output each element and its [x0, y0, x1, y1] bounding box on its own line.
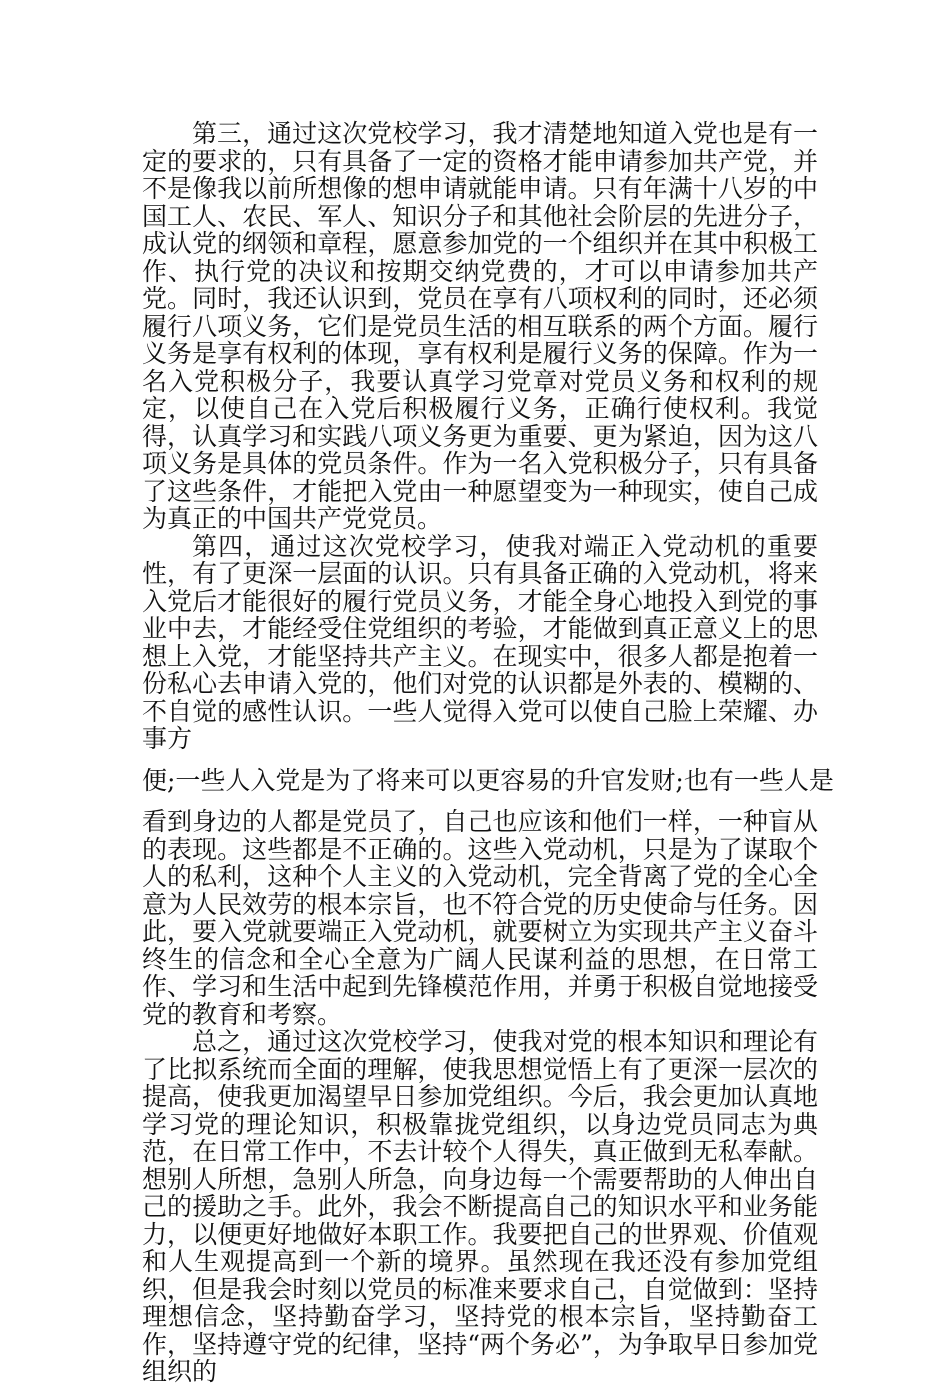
paragraph-fourth-point: 第四，通过这次党校学习，使我对端正入党动机的重要性，有了更深一层面的认识。只有具备正确的入党动机，将来入党后才能很好的履行党员义务，才能全身心地投入到党的事业中去，才能经受住党组织的考验，才能做到真正意义上的思想上入党，才能坚持共产主义。在现实中，很多人都是抱着一份私心去申请入党的，他们对党的认识都是外表的、模糊的、不自觉的感性认识。一些人觉得入党可以使自己脸上荣耀、办事方: [142, 531, 818, 753]
document-body: [142, 119, 834, 1386]
paragraph-fourth-point-continued: 看到身边的人都是党员了，自己也应该和他们一样，一种盲从的表现。这些都是不正确的。这些入党动机，只是为了谋取个人的私利，这种个人主义的入党动机，完全背离了党的全心全意为人民效劳的根本宗旨，也不符合党的历史使命与任务。因此，要入党就要端正入党动机，就要树立为实现共产主义奋斗终生的信念和全心全意为广阔人民谋利益的思想，在日常工作、学习和生活中起到先锋模范作用，并勇于积极自觉地接受党的教育和考察。: [142, 807, 818, 1029]
paragraph-fourth-point-continued-line: 便;一些人入党是为了将来可以更容易的升官发财;也有一些人是: [142, 765, 834, 795]
paragraph-third-point: 第三，通过这次党校学习，我才清楚地知道入党也是有一定的要求的，只有具备了一定的资格才能申请参加共产党，并不是像我以前所想像的想申请就能申请。只有年满十八岁的中国工人、农民、军人、知识分子和其他社会阶层的先进分子，成认党的纲领和章程，愿意参加党的一个组织并在其中积极工作、执行党的决议和按期交纳党费的，才可以申请参加共产党。同时，我还认识到，党员在享有八项权利的同时，还必须履行八项义务，它们是党员生活的相互联系的两个方面。履行义务是享有权利的体现，享有权利是履行义务的保障。作为一名入党积极分子，我要认真学习党章对党员义务和权利的规定，以使自己在入党后积极履行义务，正确行使权利。我觉得，认真学习和实践八项义务更为重要、更为紧迫，因为这八项义务是具体的党员条件。作为一名入党积极分子，只有具备了这些条件，才能把入党由一种愿望变为一种现实，使自己成为真正的中国共产党党员。: [142, 119, 818, 533]
paragraph-conclusion: 总之，通过这次党校学习，使我对党的根本知识和理论有了比拟系统而全面的理解，使我思想觉悟上有了更深一层次的提高，使我更加渴望早日参加党组织。今后，我会更加认真地学习党的理论知识，积极靠拢党组织，以身边党员同志为典范，在日常工作中，不去计较个人得失，真正做到无私奉献。想别人所想，急别人所急，向身边每一个需要帮助的人伸出自己的援助之手。此外，我会不断提高自己的知识水平和业务能力，以便更好地做好本职工作。我要把自己的世界观、价值观和人生观提高到一个新的境界。虽然现在我还没有参加党组织，但是我会时刻以党员的标准来要求自己，自觉做到：坚持理想信念，坚持勤奋学习，坚持党的根本宗旨，坚持勤奋工作，坚持遵守党的纪律，坚持“两个务必”，为争取早日参加党组织的: [142, 1027, 818, 1386]
